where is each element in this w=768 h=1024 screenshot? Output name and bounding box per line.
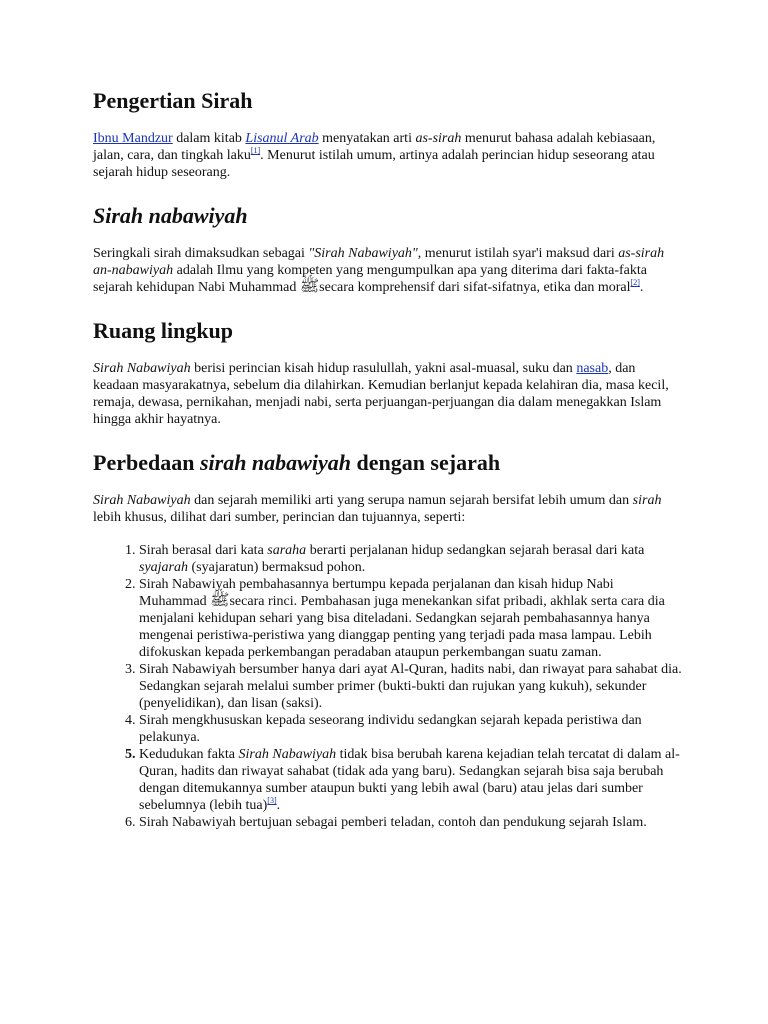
heading-perbedaan: Perbedaan sirah nabawiyah dengan sejarah xyxy=(93,450,501,475)
list-item-1: 1. Sirah berasal dari kata saraha berarti perjalanan hidup sedangkan sejarah berasal dari kata syajarah (syajaratun) bermaksud pohon. xyxy=(139,542,683,576)
sallallahu-alayhi-wasallam-glyph: ﷺ xyxy=(299,278,320,295)
reference-2[interactable]: [2] xyxy=(630,278,640,287)
heading-ruang-lingkup: Ruang lingkup xyxy=(93,318,234,343)
paragraph-ruang-lingkup: Sirah Nabawiyah berisi perincian kisah hidup rasulullah, yakni asal-muasal, suku dan nasab, dan keadaan masyarakatnya, sebelum dia dilahirkan. Kemudian berlanjut kepada kelahiran dia, masa kecil, remaja, dewasa, pernikahan, menjadi nabi, serta perjuangan-perjuangan dia dalam menegakkan Islam hingga akhir hayatnya. xyxy=(93,361,669,427)
link-lisanul-arab[interactable]: Lisanul Arab xyxy=(245,131,319,146)
link-nasab[interactable]: nasab xyxy=(576,361,609,376)
reference-1[interactable]: [1] xyxy=(250,146,261,155)
list-item-5: 5. Kedudukan fakta Sirah Nabawiyah tidak bisa berubah karena kejadian telah tercatat di dalam al-Quran, hadits dan riwayat sahabat (tidak ada yang baru). Sedangkan sejarah bisa saja berubah dengan ditemukannya sumber ataupun bukti yang lebih awal (baru) atau jelas dari sumber sebelumnya (lebih tua)[3]. xyxy=(139,746,683,814)
reference-3[interactable]: [3] xyxy=(267,796,277,805)
comparison-list xyxy=(93,542,683,831)
article-body xyxy=(93,84,683,831)
paragraph-pengertian: Ibnu Mandzur dalam kitab Lisanul Arab menyatakan arti as-sirah menurut bahasa adalah kebiasaan, jalan, cara, dan tingkah laku[1]. Menurut istilah umum, artinya adalah perincian hidup seseorang atau sejarah hidup seseorang. xyxy=(93,131,656,180)
list-item-6: 6. Sirah Nabawiyah bertujuan sebagai pemberi teladan, contoh dan pendukung sejarah Islam. xyxy=(139,814,683,831)
paragraph-sirah-nabawiyah: Seringkali sirah dimaksudkan sebagai "Sirah Nabawiyah", menurut istilah syar'i maksud dari as-sirah an-nabawiyah adalah Ilmu yang kompeten yang mengumpulkan apa yang diterima dari fakta-fakta sejarah kehidupan Nabi Muhammad ﷺsecara komprehensif dari sifat-sifatnya, etika dan moral[2]. xyxy=(93,246,665,295)
list-item-2: 2. Sirah Nabawiyah pembahasannya bertumpu kepada perjalanan dan kisah hidup Nabi Muhammad ﷺsecara rinci. Pembahasan juga menekankan sifat pribadi, akhlak serta cara dia menjalani kehidupan sehari yang bisa diteladani. Sedangkan sejarah pembahasannya hanya mengenai peristiwa-peristiwa yang dianggap penting yang terjadi pada masa lampau. Lebih difokuskan kepada perkembangan peradaban ataupun perkembangan suatu zaman. xyxy=(139,576,683,661)
paragraph-perbedaan: Sirah Nabawiyah dan sejarah memiliki arti yang serupa namun sejarah bersifat lebih umum dan sirah lebih khusus, dilihat dari sumber, perincian dan tujuannya, seperti: xyxy=(93,493,662,525)
list-item-3: 3. Sirah Nabawiyah bersumber hanya dari ayat Al-Quran, hadits nabi, dan riwayat para sahabat dia. Sedangkan sejarah melalui sumber primer (bukti-bukti dan rujukan yang kukuh), sekunder (penyelidikan), dan lisan (saksi). xyxy=(139,661,683,712)
list-item-4: 4. Sirah mengkhususkan kepada seseorang individu sedangkan sejarah kepada peristiwa dan pelakunya. xyxy=(139,712,683,746)
heading-sirah-nabawiyah: Sirah nabawiyah xyxy=(93,203,248,228)
sallallahu-alayhi-wasallam-glyph: ﷺ xyxy=(210,592,230,609)
heading-pengertian-sirah: Pengertian Sirah xyxy=(93,88,253,113)
link-ibnu-mandzur[interactable]: Ibnu Mandzur xyxy=(93,131,173,146)
